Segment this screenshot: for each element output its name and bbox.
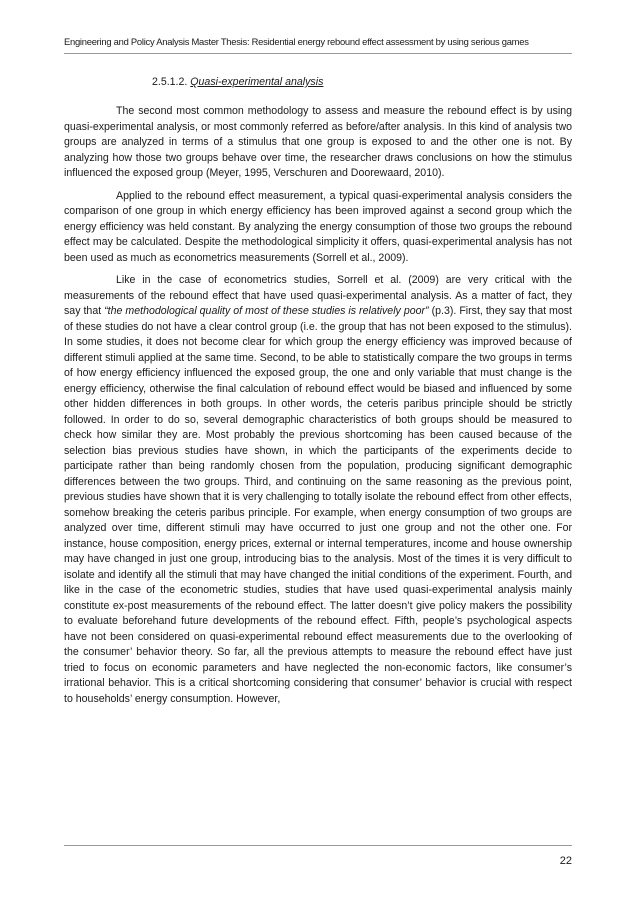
paragraph-1: The second most common methodology to assess and measure the rebound effect is by using quasi-experimental analysis, or most commonly referred as before/after analysis. In this kind of analysis two groups are analyzed in terms of a stimulus that one group is exposed to and the other one is not. By analyzing how those two groups behave over time, the researcher draws conclusions on how the stimulus influenced the exposed group (Meyer, 1995, Verschuren and Doorewaard, 2010). — [64, 105, 572, 179]
section-title: Quasi-experimental analysis — [190, 76, 324, 88]
paragraph-3-after: (p.3). First, they say that most of these studies do not have a clear control group (i.e. the group that has not been exposed to the stimulus). In some studies, it does not become clear for which group the energy efficiency was improved because of different stimuli applied at the same time. Second, to be able to statistically compare the two groups in terms of how energy efficiency influenced the exposed group, the one and only variable that must change is the energy efficiency, otherwise the final calculation of rebound effect would be biased and influenced by some other hidden differences in both groups. In other words, the ceteris paribus principle should be strictly followed. In order to do so, several demographic characteristics of both groups should be measured to check how similar they are. Most probably the previous shortcoming has been caused because of the selection bias previous studies have shown, in which the participants of the experiments decide to participate rather than being randomly chosen from the population, producing significant demographic differences between the two groups. Third, and continuing on the same reasoning as the previous point, previous studies have shown that it is very challenging to totally isolate the rebound effect from other effects, somehow breaking the ceteris paribus principle. For example, when energy consumption of two groups are analyzed over time, different stimuli may have occurred to just one group and not the other one. For instance, house composition, energy prices, external or internal temperatures, income and house ownership may have changed in just one group, introducing bias to the analysis. Most of the times it is very difficult to isolate and identify all the stimuli that may have changed the initial conditions of the experiment. Fourth, and like in the case of the econometric studies, studies that have used quasi-experimental analysis mainly constitute ex-post measurements of the rebound effect. The latter doesn’t give policy makers the possibility to evaluate beforehand future developments of the rebound effect. Fifth, people’s psychological aspects have not been considered on quasi-experimental rebound effect measurements due to the overlooking of the consumer’ behavior theory. So far, all the previous attempts to measure the rebound effect have just tried to focus on economic parameters and have neglected the non-economic factors, like consumer’s irrational behavior. This is a critical shortcoming considering that consumer’ behavior is crucial with respect to households’ energy consumption. However, — [64, 305, 572, 705]
body-text — [64, 104, 572, 714]
running-header: Engineering and Policy Analysis Master Thesis: Residential energy rebound effect assessment by using serious games — [64, 36, 529, 47]
section-number: 2.5.1.2. — [152, 76, 188, 88]
paragraph-2: Applied to the rebound effect measurement, a typical quasi-experimental analysis considers the comparison of one group in which energy efficiency has been improved against a second group which the energy efficiency was held constant. By analyzing the energy consumption of those two groups the rebound effect may be calculated. Despite the methodological simplicity it offers, quasi-experimental analysis has not been used as much as econometrics measurements (Sorrell et al., 2009). — [64, 189, 572, 264]
section-heading — [152, 76, 323, 88]
paragraph-3 — [64, 273, 572, 707]
paragraph-3-before: Like in the case of econometrics studies, Sorrell et al. (2009) are very critical with the measurements of the rebound effect that have used quasi-experimental analysis. As a matter of fact, they say that — [64, 274, 572, 317]
page-number: 22 — [559, 855, 572, 867]
paragraph-3-quote: “the methodological quality of most of these studies is relatively poor” — [104, 305, 429, 317]
header-divider — [64, 53, 572, 54]
footer-divider — [64, 845, 572, 846]
